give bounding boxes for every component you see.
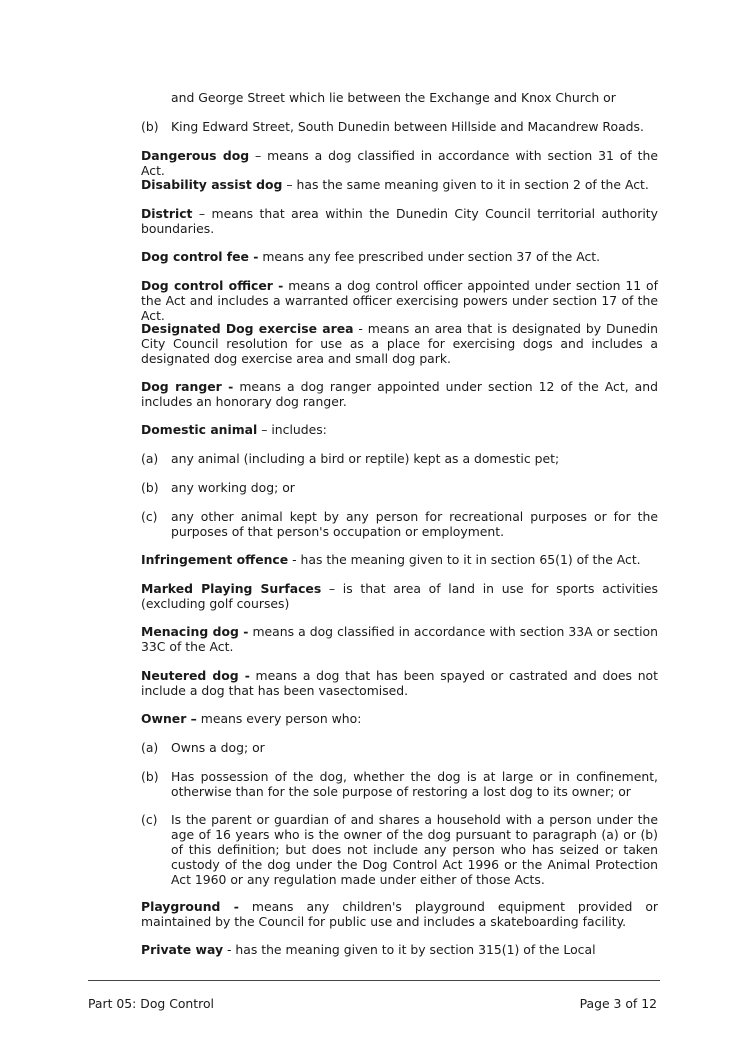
list-item-text: Has possession of the dog, whether the dog is at large or in confinement, otherwise than for the sole purpose of restoring a lost dog to its owner; or (171, 769, 658, 799)
definition-text: means a dog classified in accordance with section 33A or section 33C of the Act. (141, 624, 658, 654)
list-item-label: (b) (141, 119, 159, 134)
definition-text: – means that area within the Dunedin City Council territorial authority boundaries. (141, 206, 658, 236)
definition-text: means any children's playground equipment provided or maintained by the Council for public use and includes a skateboarding facility. (141, 899, 658, 929)
term: Neutered dog - (141, 668, 250, 683)
definition-text: – means a dog classified in accordance with section 31 of the Act. (141, 148, 658, 178)
definition-text: means any fee prescribed under section 37 of the Act. (258, 249, 601, 264)
term: Dangerous dog (141, 148, 250, 163)
term: Domestic animal (141, 422, 258, 437)
definition-playground (141, 899, 658, 929)
clause-continuation: and George Street which lie between the Exchange and Knox Church or (171, 90, 616, 105)
definition-dog-control-officer (141, 278, 658, 323)
list-item-text: Owns a dog; or (171, 740, 265, 755)
definition-disability-assist-dog (141, 177, 658, 192)
footer-section-title: Part 05: Dog Control (88, 996, 214, 1011)
definition-text: – includes: (257, 422, 327, 437)
definition-dangerous-dog (141, 148, 658, 178)
definition-text: means a dog ranger appointed under section 12 of the Act, and includes an honorary dog ranger. (141, 379, 658, 409)
definition-text: means every person who: (196, 711, 362, 726)
definition-menacing-dog (141, 624, 658, 654)
list-item-label: (a) (141, 740, 159, 755)
term: Playground - (141, 899, 239, 914)
definition-text: means a dog control officer appointed under section 11 of the Act and includes a warranted officer exercising powers under section 17 of the Act. (141, 278, 658, 323)
list-item-text: King Edward Street, South Dunedin between Hillside and Macandrew Roads. (171, 119, 644, 134)
term: Dog control officer - (141, 278, 284, 293)
list-item-label: (a) (141, 451, 159, 466)
definition-neutered-dog (141, 668, 658, 698)
footer-page-number: Page 3 of 12 (579, 996, 657, 1011)
definition-infringement-offence (141, 552, 658, 567)
definition-marked-playing-surfaces (141, 581, 658, 611)
term: Designated Dog exercise area (141, 321, 354, 336)
definition-text: - means an area that is designated by Dunedin City Council resolution for use as a place for exercising dogs and includes a designated dog exercise area and small dog park. (141, 321, 658, 366)
definition-domestic-animal (141, 422, 658, 437)
list-item-label: (b) (141, 769, 159, 784)
term: District (141, 206, 193, 221)
definition-text: – has the same meaning given to it in section 2 of the Act. (282, 177, 649, 192)
term: Disability assist dog (141, 177, 283, 192)
list-item-text: any other animal kept by any person for recreational purposes or for the purposes of that person's occupation or employment. (171, 509, 658, 539)
list-item-text: Is the parent or guardian of and shares a household with a person under the age of 16 years who is the owner of the dog pursuant to paragraph (a) or (b) of this definition; but does not include any person who has seized or taken custody of the dog under the Dog Control Act 1996 or the Animal Protection Act 1960 or any regulation made under either of those Acts. (171, 812, 658, 887)
list-item-label: (c) (141, 509, 158, 524)
definition-dog-control-fee (141, 249, 658, 264)
term: Dog ranger - (141, 379, 234, 394)
footer-divider (88, 980, 660, 981)
list-item-label: (c) (141, 812, 158, 827)
definition-text: means a dog that has been spayed or castrated and does not include a dog that has been vasectomised. (141, 668, 658, 698)
term: Private way (141, 942, 224, 957)
definition-private-way (141, 942, 658, 957)
definition-dog-ranger (141, 379, 658, 409)
definition-text: - has the meaning given to it by section 315(1) of the Local (223, 942, 596, 957)
list-item-label: (b) (141, 480, 159, 495)
definition-district (141, 206, 658, 236)
term: Dog control fee - (141, 249, 259, 264)
list-item-text: any working dog; or (171, 480, 295, 495)
definition-text: - has the meaning given to it in section 65(1) of the Act. (288, 552, 641, 567)
term: Owner – (141, 711, 197, 726)
term: Menacing dog - (141, 624, 249, 639)
definition-text: – is that area of land in use for sports activities (excluding golf courses) (141, 581, 658, 611)
definition-designated-dog-exercise-area (141, 321, 658, 366)
term: Infringement offence (141, 552, 289, 567)
term: Marked Playing Surfaces (141, 581, 322, 596)
list-item-text: any animal (including a bird or reptile) kept as a domestic pet; (171, 451, 560, 466)
definition-owner (141, 711, 658, 726)
